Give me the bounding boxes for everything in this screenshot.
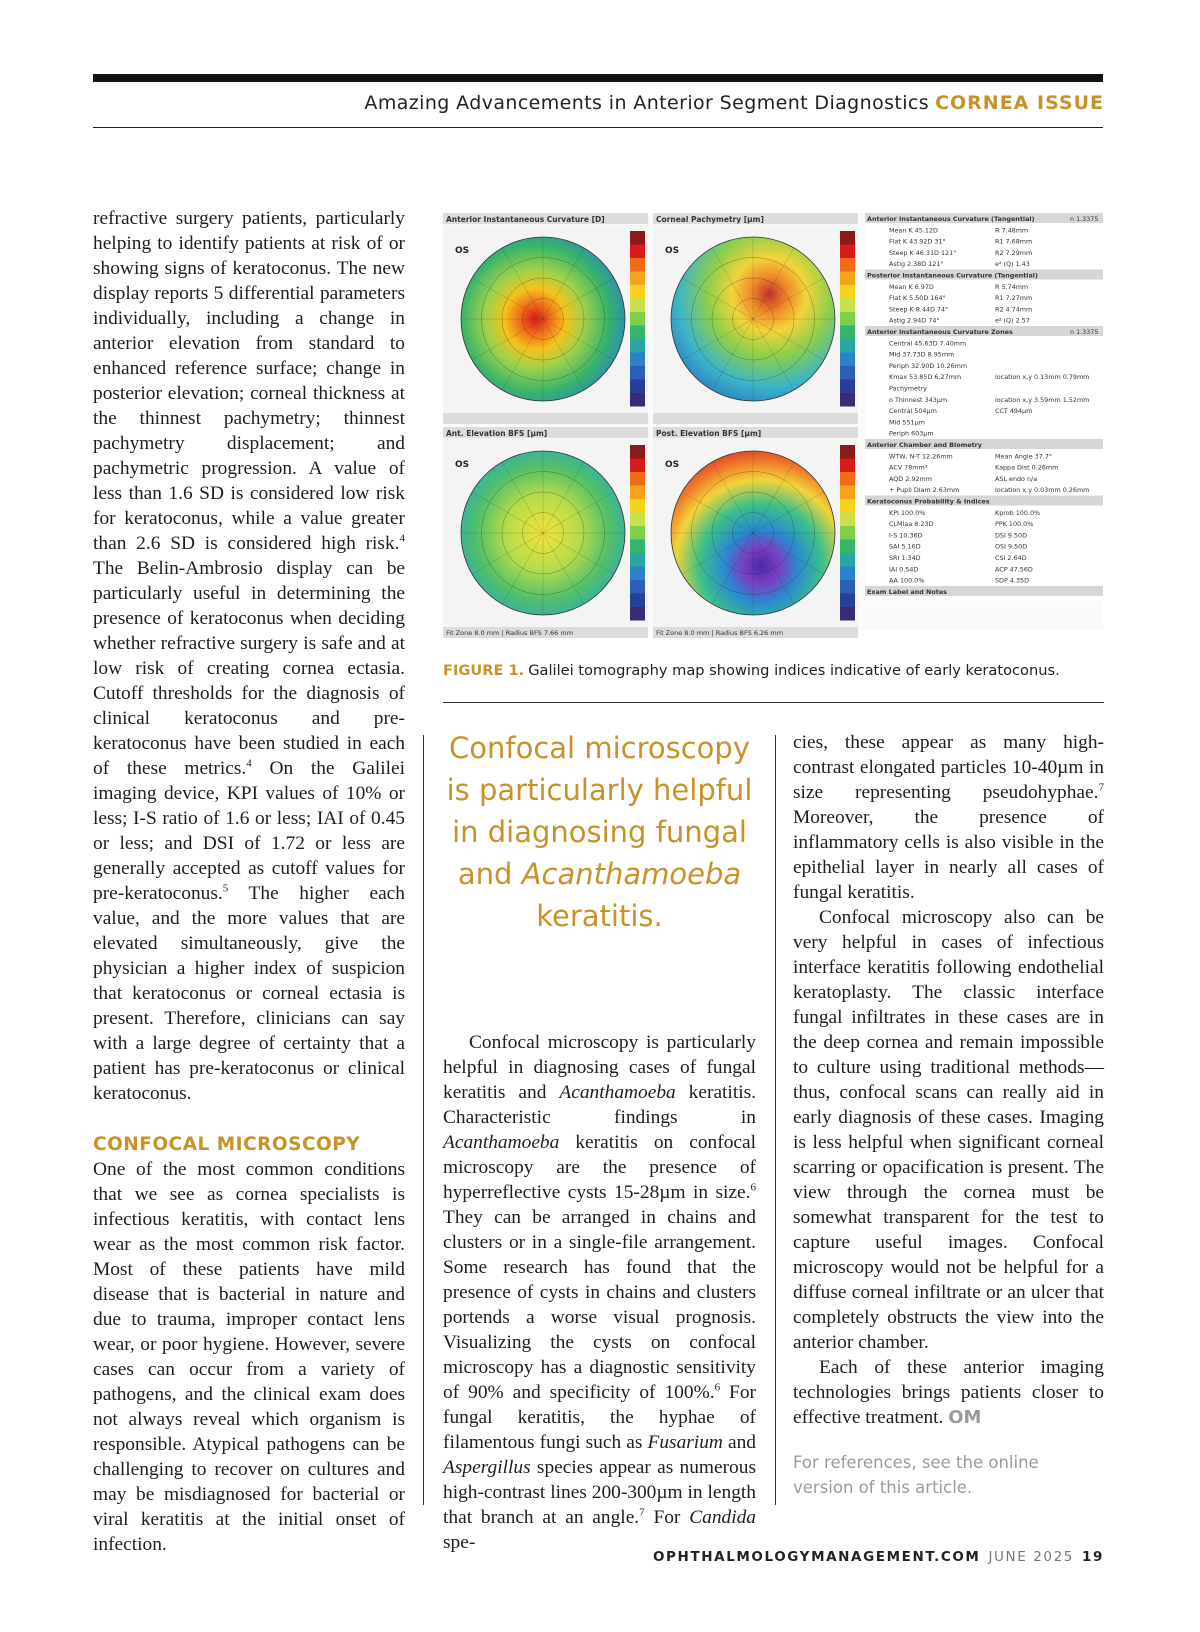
index-label: Anterior Instantaneous Curvature (Tangential)	[867, 215, 1035, 223]
color-scale-segment	[630, 326, 645, 340]
index-value: ASL endo n/a	[995, 474, 1038, 483]
color-scale-segment	[630, 594, 645, 608]
index-label: CLMIaa 8.23D	[889, 520, 934, 529]
index-value: location x,y 0.03mm 0.26mm	[995, 486, 1090, 495]
color-scale-segment	[840, 326, 855, 340]
col3-paragraph-1: cies, these appear as many high-contrast elongated particles 10-40µm in size representing pseudohyphae.$^7$ Moreover, the presence of inflammatory cells is also visible in the epithelial layer in nearly all cases of fungal keratitis.	[793, 732, 1104, 903]
header-rule	[93, 127, 1103, 128]
index-value: R 7.48mm	[995, 226, 1029, 235]
color-scale-segment	[630, 459, 645, 473]
index-label: Central 45.63D 7.40mm	[889, 339, 967, 348]
map-title: Corneal Pachymetry [µm]	[656, 215, 764, 224]
section-heading: CONFOCAL MICROSCOPY	[93, 1134, 361, 1155]
color-scale-segment	[840, 353, 855, 367]
index-label: AA 100.0%	[889, 576, 925, 585]
index-label: Flat K 43.92D 31°	[889, 237, 946, 246]
map-title: Post. Elevation BFS [µm]	[656, 429, 762, 438]
color-scale-segment	[840, 380, 855, 394]
page-footer	[653, 1549, 1104, 1565]
color-scale-segment	[840, 366, 855, 380]
index-label: Astig 2.38D 121°	[889, 260, 944, 269]
index-label: Pachymetry	[889, 384, 927, 393]
index-value: R2 4.74mm	[995, 305, 1033, 314]
color-scale-segment	[840, 526, 855, 540]
color-scale-segment	[630, 366, 645, 380]
running-head-title: Amazing Advancements in Anterior Segment Diagnostics	[364, 92, 930, 114]
map-footer-bar	[443, 413, 648, 424]
figure-label: FIGURE 1.	[443, 662, 525, 679]
column-1	[93, 206, 405, 1557]
index-value: DSI 9.50D	[995, 531, 1028, 540]
index-label: Exam Label and Notes	[867, 587, 947, 596]
index-value: R2 7.29mm	[995, 248, 1033, 257]
index-value: R1 7.68mm	[995, 237, 1033, 246]
index-value: PPK 100.0%	[995, 520, 1034, 529]
color-scale-segment	[840, 459, 855, 473]
color-scale-segment	[840, 393, 855, 407]
color-scale-segment	[840, 445, 855, 459]
index-value: Kappa Dist 0.26mm	[995, 463, 1059, 472]
color-scale-segment	[630, 486, 645, 500]
index-value: n 1.3375	[1070, 215, 1099, 223]
index-label: ACV 78mm³	[889, 463, 928, 472]
color-scale-segment	[840, 567, 855, 581]
color-scale-segment	[840, 540, 855, 554]
color-scale-segment	[840, 513, 855, 527]
index-label: SRI 1.34D	[889, 554, 921, 562]
map-footer-bar	[653, 413, 858, 424]
color-scale-segment	[840, 299, 855, 313]
color-scale-segment	[840, 553, 855, 567]
index-label: Posterior Instantaneous Curvature (Tangential)	[867, 271, 1038, 280]
color-scale-segment	[630, 299, 645, 313]
index-value: R 5.74mm	[995, 282, 1029, 291]
index-label: I-S 10.36D	[889, 531, 923, 540]
index-label: Periph 603µm	[889, 429, 934, 438]
index-value: CSI 2.64D	[995, 554, 1027, 562]
map-title: Anterior Instantaneous Curvature [D]	[446, 215, 605, 224]
index-label: o Thinnest 343µm	[889, 395, 948, 404]
index-label: Mid 37.73D 8.95mm	[889, 350, 955, 359]
col1-paragraph-2: One of the most common conditions that we see as cornea specialists is infectious keratitis, with contact lens wear as the most common risk factor. Most of these patients have mild disease that is bacterial in nature and due to trauma, improper contact lens wear, or poor hygiene. However, severe cases can occur from a variety of pathogens, and the clinical exam does not always reveal which organism is responsible. Atypical pathogens can be challenging to recover on cultures and may be misdiagnosed for bacterial or viral keratitis at the initial onset of infection.	[93, 1159, 405, 1555]
index-label: Mid 551µm	[889, 418, 925, 427]
color-scale-segment	[840, 231, 855, 245]
color-scale-segment	[840, 272, 855, 286]
index-value: ACP 47.56D	[995, 565, 1033, 574]
color-scale-segment	[840, 285, 855, 299]
color-scale-segment	[630, 567, 645, 581]
issue-label: CORNEA ISSUE	[935, 92, 1104, 114]
figure-caption	[443, 662, 1103, 679]
index-label: Periph 32.90D 10.26mm	[889, 361, 968, 370]
os-label: OS	[665, 460, 680, 470]
index-label: Anterior Instantaneous Curvature Zones	[867, 328, 1013, 336]
index-label: Central 504µm	[889, 407, 937, 416]
top-rule	[93, 74, 1103, 82]
index-label: Keratoconus Probability & Indices	[867, 497, 990, 506]
figure-tomography	[443, 213, 1103, 637]
color-scale-segment	[630, 393, 645, 407]
index-label: Anterior Chamber and Biometry	[867, 441, 982, 449]
index-label: Mean K 45.12D	[889, 226, 938, 235]
index-value: R1 7.27mm	[995, 294, 1033, 303]
index-value: Mean Angle 37.7°	[995, 452, 1053, 461]
index-label: Mean K 6.97D	[889, 282, 934, 291]
color-scale-segment	[630, 553, 645, 567]
os-label: OS	[665, 246, 680, 256]
col3-paragraph-3: Each of these anterior imaging technologies brings patients closer to effective treatment. OM	[793, 1357, 1104, 1428]
color-scale-segment	[840, 607, 855, 621]
index-value: CCT 494µm	[995, 407, 1033, 416]
index-label: Astig 2.94D 74°	[889, 316, 940, 325]
color-scale-segment	[840, 580, 855, 594]
index-value: e² (Q) 2.57	[995, 316, 1030, 325]
index-label: Steep K 46.31D 121°	[889, 248, 957, 257]
index-label: KPI 100.0%	[889, 508, 926, 517]
col3-paragraph-2: Confocal microscopy also can be very helpful in cases of infectious interface keratitis following endothelial keratoplasty. The classic interface fungal infiltrates in these cases are in the deep cornea and remain impossible to culture using traditional methods—thus, confocal scans can really aid in early diagnosis of these cases. Imaging is less helpful when significant corneal scarring or opacification is present. The view through the cornea must be somewhat transparent for the test to capture useful images. Confocal microscopy would not be helpful for a diffuse corneal infiltrate or an ulcer that completely obstructs the view into the anterior chamber.	[793, 907, 1104, 1353]
index-label: WTW, N-T 12.26mm	[889, 452, 953, 461]
column-3	[793, 730, 1104, 1430]
index-value: n 1.3375	[1070, 328, 1099, 336]
color-scale-segment	[630, 499, 645, 513]
index-value: location x,y 0.13mm 0.79mm	[995, 373, 1090, 382]
color-scale-segment	[630, 339, 645, 353]
tomography-map-image	[443, 213, 1103, 637]
color-scale-segment	[630, 513, 645, 527]
color-scale-segment	[840, 339, 855, 353]
column-divider-1	[423, 735, 424, 1505]
color-scale-segment	[630, 231, 645, 245]
color-scale-segment	[630, 380, 645, 394]
map-title: Ant. Elevation BFS [µm]	[446, 429, 548, 438]
index-label: SAI 5.16D	[889, 542, 921, 551]
color-scale-segment	[630, 272, 645, 286]
page-number: 19	[1082, 1549, 1104, 1565]
color-scale-segment	[630, 445, 645, 459]
os-label: OS	[455, 460, 470, 470]
map-footer-label: Fit Zone 8.0 mm | Radius BFS 6.26 mm	[656, 629, 784, 637]
index-label: + Pupil Diam 2.63mm	[889, 486, 960, 495]
index-label: Flat K 5.50D 164°	[889, 294, 946, 303]
figure-rule	[443, 702, 1104, 703]
index-value: location x,y 3.59mm 1.52mm	[995, 395, 1090, 404]
color-scale-segment	[840, 312, 855, 326]
pull-quote: Confocal microscopy is particularly helpful in diagnosing fungal and Acanthamoeba keratitis.	[446, 731, 753, 933]
map-footer-label: Fit Zone 8.0 mm | Radius BFS 7.66 mm	[446, 629, 574, 637]
color-scale-segment	[630, 312, 645, 326]
color-scale-segment	[630, 540, 645, 554]
color-scale-segment	[840, 594, 855, 608]
color-scale-segment	[840, 499, 855, 513]
index-value: e² (Q) 1.43	[995, 260, 1030, 269]
col2-paragraph-1: Confocal microscopy is particularly helpful in diagnosing cases of fungal keratitis and Acanthamoeba keratitis. Characteristic findings in Acanthamoeba keratitis on confocal microscopy are the presence of hyperreflective cysts 15-28µm in size.$^6$ They can be arranged in chains and clusters or in a single-file arrangement. Some research has found that the presence of cysts in chains and clusters portends a worse visual prognosis. Visualizing the cysts on confocal microscopy has a diagnostic sensitivity of 90% and specificity of 100%.$^6$ For fungal keratitis, the hyphae of filamentous fungi such as Fusarium and Aspergillus species appear as numerous high-contrast lines 200-300µm in length that branch at an angle.$^7$ For Candida spe-	[443, 1032, 756, 1553]
color-scale-segment	[840, 245, 855, 259]
color-scale-segment	[630, 258, 645, 272]
color-scale-segment	[840, 258, 855, 272]
references-note: For references, see the online version of this article.	[793, 1453, 1039, 1497]
os-label: OS	[455, 246, 470, 256]
color-scale-segment	[840, 486, 855, 500]
color-scale-segment	[630, 245, 645, 259]
footer-site: OPHTHALMOLOGYMANAGEMENT.COM	[652, 1549, 981, 1565]
color-scale-segment	[630, 526, 645, 540]
column-divider-2	[775, 735, 776, 1505]
color-scale-segment	[630, 580, 645, 594]
col1-paragraph-1: refractive surgery patients, particularly helping to identify patients at risk of or showing signs of keratoconus. The new display reports 5 differential parameters individually, including a change in anterior elevation from standard to enhanced reference surface; change in posterior elevation; corneal thickness at the thinnest pachymetry; thinnest pachymetry displacement; and pachymetric progression. A value of less than 1.6 SD is considered low risk for keratoconus, while a value greater than 2.6 SD is considered high risk.$^4$ The Belin-Ambrosio display can be particularly useful in determining the presence of keratoconus when deciding whether refractive surgery is safe and at low risk of creating cornea ectasia. Cutoff thresholds for the diagnosis of clinical keratoconus and pre-keratoconus have been studied in each of these metrics.$^4$ On the Galilei imaging device, KPI values of 10% or less; I-S ratio of 1.6 or less; IAI of 0.45 or less; and DSI of 1.72 or less are generally accepted as cutoff values for pre-keratoconus.$^5$ The higher each value, and the more values that are elevated simultaneously, give the physician a higher index of suspicion that keratoconus or corneal ectasia is present. Therefore, clinicians can say with a large degree of certainty that a patient has pre-keratoconus or clinical keratoconus.	[93, 208, 405, 1104]
index-value: SDP 4.35D	[995, 576, 1030, 585]
index-value: Kprob 100.0%	[995, 508, 1041, 517]
index-label: Kmax 53.85D 6.27mm	[889, 373, 962, 382]
column-2	[443, 1030, 756, 1555]
color-scale-segment	[840, 472, 855, 486]
color-scale-segment	[630, 353, 645, 367]
color-scale-segment	[630, 472, 645, 486]
color-scale-segment	[630, 607, 645, 621]
index-label: Steep K 8.44D 74°	[889, 305, 949, 314]
footer-date: JUNE 2025	[988, 1549, 1074, 1565]
index-label: AQD 2.92mm	[889, 474, 932, 483]
index-label: IAI 0.54D	[889, 565, 919, 574]
figure-caption-text: Galilei tomography map showing indices indicative of early keratoconus.	[528, 662, 1060, 679]
om-signoff: OM	[948, 1407, 982, 1428]
running-head	[364, 92, 1104, 114]
color-scale-segment	[630, 285, 645, 299]
index-value: OSI 9.50D	[995, 542, 1028, 551]
